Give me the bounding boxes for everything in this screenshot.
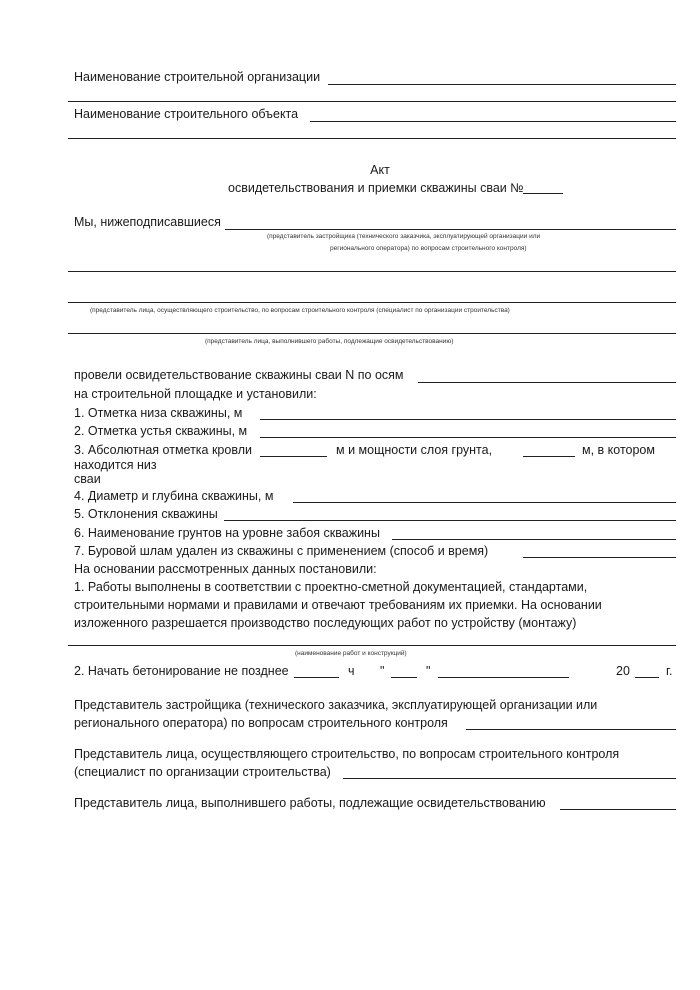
item-1-field[interactable]	[260, 419, 676, 420]
object-name-label: Наименование строительного объекта	[74, 107, 299, 121]
concrete-hours-field[interactable]	[294, 677, 339, 678]
quote-open: "	[380, 664, 385, 678]
org-name-field[interactable]	[328, 84, 676, 85]
org-name-field-continuation[interactable]	[68, 101, 676, 102]
subsequent-works-note: (наименование работ и конструкций)	[295, 650, 407, 657]
item-3-label-c: м, в котором	[582, 443, 655, 457]
performer-representative-note: (представитель лица, выполнившего работы, подлежащие освидетельствованию)	[205, 338, 454, 345]
object-name-field-continuation[interactable]	[68, 138, 676, 139]
item-7-label: 7. Буровой шлам удален из скважины с применением (способ и время)	[74, 544, 489, 558]
concrete-day-field[interactable]	[391, 677, 417, 678]
signature-2-label-line-1: Представитель лица, осуществляющего строительство, по вопросам строительного контроля	[74, 747, 620, 761]
concrete-year-field[interactable]	[635, 677, 659, 678]
decision-1-line-1: 1. Работы выполнены в соответствии с проектно-сметной документацией, стандартами,	[74, 580, 588, 594]
customer-representative-note-2: регионального оператора) по вопросам строительного контроля)	[330, 245, 527, 252]
org-name-label: Наименование строительной организации	[74, 70, 321, 84]
signature-1-field[interactable]	[466, 729, 676, 730]
item-3-label: 3. Абсолютная отметка кровли	[74, 443, 252, 457]
signature-2-field[interactable]	[343, 778, 676, 779]
item-5-label: 5. Отклонения скважины	[74, 507, 218, 521]
decision-1-line-2: строительными нормами и правилами и отвечают требованиям их приемки. На основании	[74, 598, 602, 612]
year-suffix: г.	[666, 664, 673, 678]
signature-2-label-line-2: (специалист по организации строительства)	[74, 765, 331, 779]
subsequent-works-field[interactable]	[68, 645, 676, 646]
item-6-label: 6. Наименование грунтов на уровне забоя скважины	[74, 526, 380, 540]
signature-3-field[interactable]	[560, 809, 676, 810]
item-5-field[interactable]	[224, 520, 676, 521]
item-3-label-e: сваи	[74, 472, 101, 486]
pile-number-field[interactable]	[523, 193, 563, 194]
signature-3-label: Представитель лица, выполнившего работы, подлежащие освидетельствованию	[74, 796, 546, 810]
item-3-label-d: находится низ	[74, 458, 157, 472]
hours-unit: ч	[348, 664, 355, 678]
signers-intro: Мы, нижеподписавшиеся	[74, 215, 221, 229]
quote-close: "	[426, 664, 431, 678]
axes-field[interactable]	[418, 382, 676, 383]
item-4-label: 4. Диаметр и глубина скважины, м	[74, 489, 274, 503]
item-2-label: 2. Отметка устья скважины, м	[74, 424, 248, 438]
performer-representative-field[interactable]	[68, 333, 676, 334]
item-4-field[interactable]	[293, 502, 676, 503]
contractor-representative-note: (представитель лица, осуществляющего строительство, по вопросам строительного контроля (специалист по организации строительства)	[90, 307, 510, 314]
document-title: Акт	[370, 163, 390, 177]
signature-1-label-line-1: Представитель застройщика (технического заказчика, эксплуатирующей организации или	[74, 698, 598, 712]
item-3-elevation-field[interactable]	[260, 456, 327, 457]
concrete-month-field[interactable]	[438, 677, 569, 678]
year-prefix: 20	[616, 664, 630, 678]
item-3-thickness-field[interactable]	[523, 456, 575, 457]
decision-1-line-3: изложенного разрешается производство последующих работ по устройству (монтажу)	[74, 616, 577, 630]
item-2-field[interactable]	[260, 437, 676, 438]
customer-representative-field[interactable]	[225, 229, 676, 230]
signature-1-label-line-2: регионального оператора) по вопросам строительного контроля	[74, 716, 448, 730]
customer-representative-note-1: (представитель застройщика (технического заказчика, эксплуатирующей организации или	[267, 233, 541, 240]
item-1-label: 1. Отметка низа скважины, м	[74, 406, 243, 420]
customer-representative-field-continuation[interactable]	[68, 271, 676, 272]
object-name-field[interactable]	[310, 121, 676, 122]
decision-intro: На основании рассмотренных данных постановили:	[74, 562, 377, 576]
inspection-statement-cont: на строительной площадке и установили:	[74, 387, 317, 401]
item-6-field[interactable]	[392, 539, 676, 540]
inspection-statement: провели освидетельствование скважины сваи N по осям	[74, 368, 404, 382]
decision-2-label: 2. Начать бетонирование не позднее	[74, 664, 289, 678]
item-3-label-b: м и мощности слоя грунта,	[336, 443, 493, 457]
contractor-representative-field[interactable]	[68, 302, 676, 303]
document-subtitle: освидетельствования и приемки скважины сваи №	[228, 181, 524, 195]
item-7-field[interactable]	[523, 557, 676, 558]
